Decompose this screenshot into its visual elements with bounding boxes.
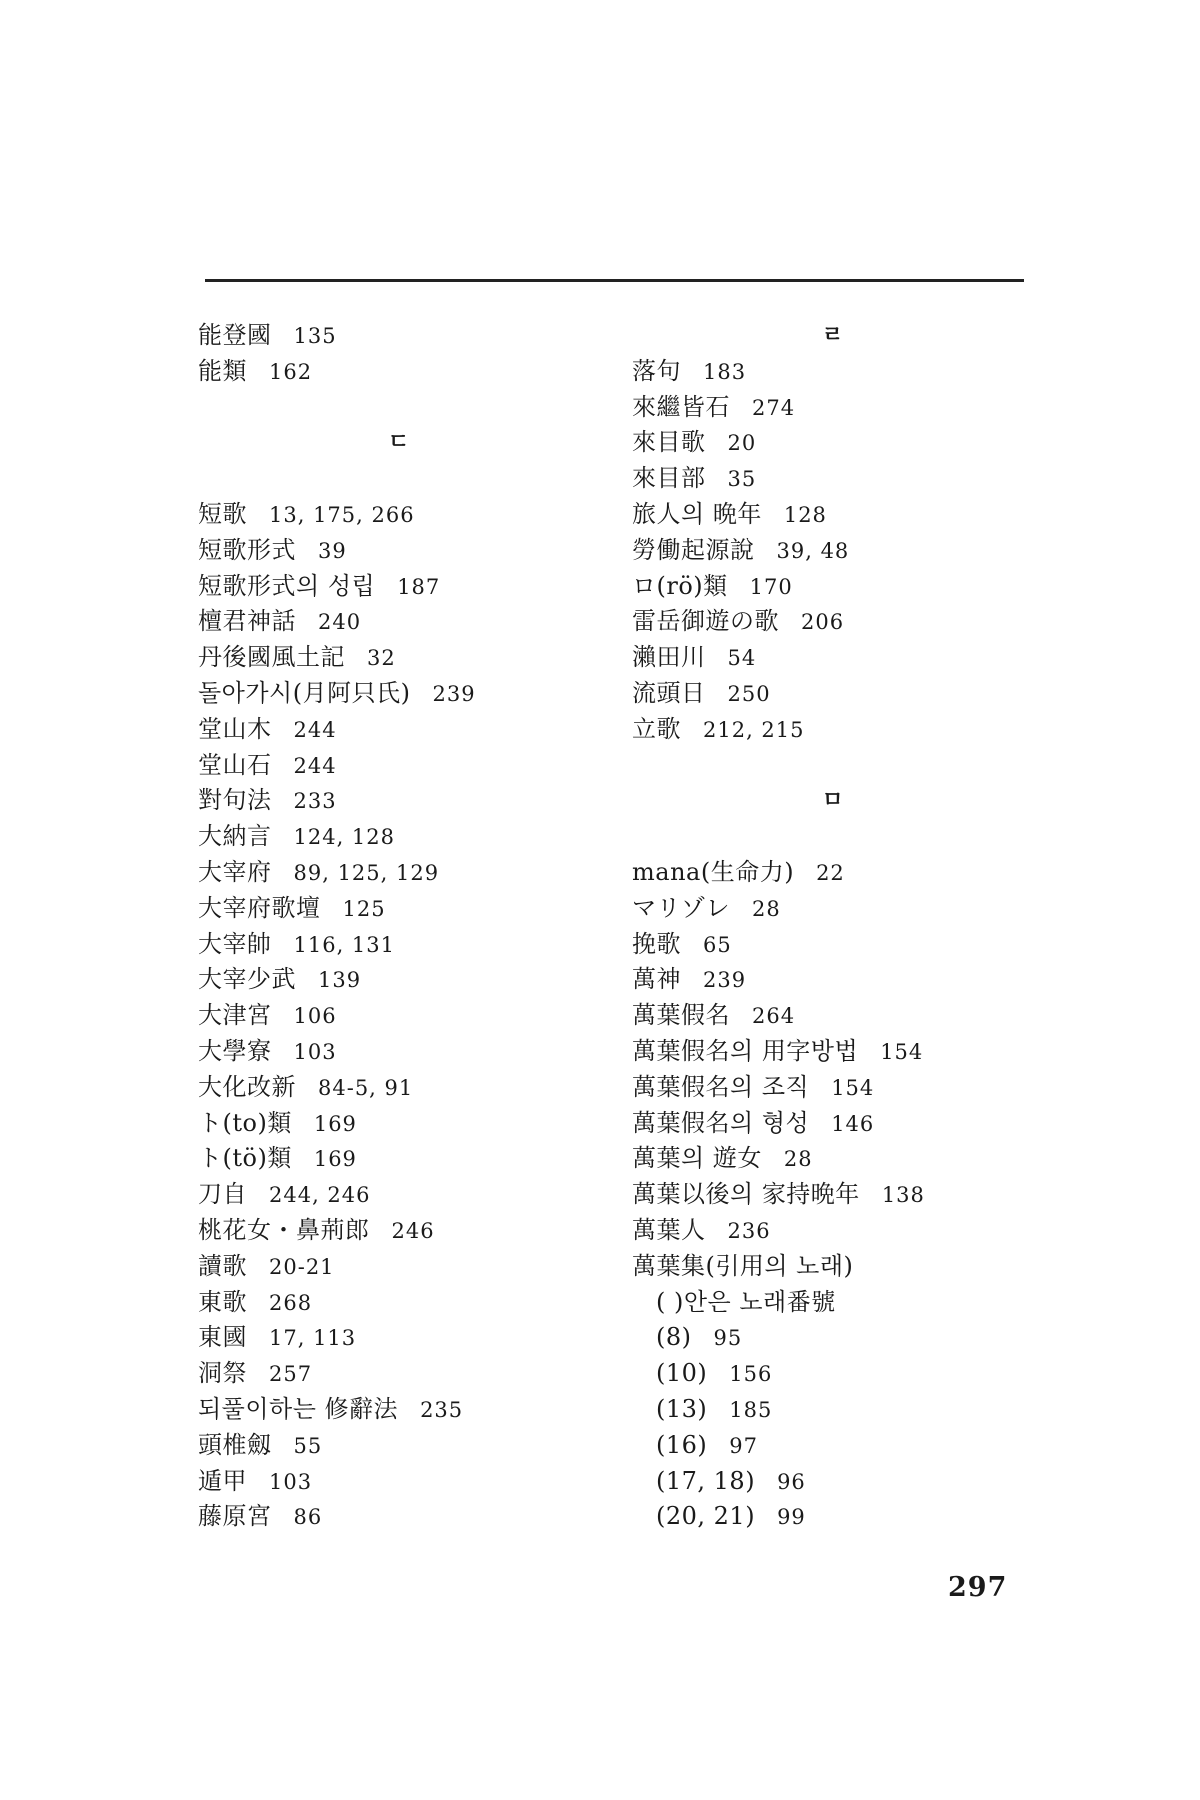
entry-pages: 125 xyxy=(342,896,386,921)
entry-term: ロ(rö)類 xyxy=(632,571,728,600)
index-entry xyxy=(632,461,1032,497)
entry-pages: 156 xyxy=(729,1362,773,1387)
entry-term: 對句法 xyxy=(198,786,272,815)
entry-term: 大津宮 xyxy=(198,1001,272,1030)
index-entry xyxy=(198,1392,598,1428)
entry-pages: 54 xyxy=(727,646,757,671)
entry-pages: 244 xyxy=(293,753,337,778)
index-entry xyxy=(198,1499,598,1535)
section-heading: ㄷ xyxy=(388,430,410,456)
index-column-right xyxy=(632,318,1032,1535)
entry-pages: 183 xyxy=(703,359,747,384)
index-entry xyxy=(632,390,1032,426)
section-heading: ㄹ xyxy=(822,323,844,348)
entry-term: mana(生命力) xyxy=(632,857,795,886)
index-entry xyxy=(632,354,1032,390)
entry-term: 萬葉假名의 用字방법 xyxy=(632,1036,859,1065)
entry-term: 短歌形式 xyxy=(198,535,296,564)
entry-pages: 106 xyxy=(293,1004,337,1029)
entry-pages: 103 xyxy=(293,1039,337,1064)
entry-term: (16) xyxy=(656,1430,708,1459)
index-entry xyxy=(198,318,598,354)
entry-pages: 264 xyxy=(752,1004,796,1029)
index-entry xyxy=(198,819,598,855)
index-entry xyxy=(198,783,598,819)
entry-pages: 246 xyxy=(391,1218,435,1243)
entry-pages: 20 xyxy=(727,431,757,456)
index-entry xyxy=(198,855,598,891)
entry-pages: 89, 125, 129 xyxy=(293,860,440,885)
section-heading: ㅁ xyxy=(822,788,844,814)
entry-term: 頭椎劔 xyxy=(198,1430,272,1459)
entry-pages: 84-5, 91 xyxy=(318,1075,414,1100)
entry-pages: 116, 131 xyxy=(293,932,396,957)
entry-pages: 138 xyxy=(881,1183,925,1208)
index-entry xyxy=(198,676,598,712)
spacer xyxy=(632,819,1032,855)
entry-term: 大化改新 xyxy=(198,1072,296,1101)
entry-term: 萬葉假名 xyxy=(632,1001,730,1030)
entry-term: 萬葉假名의 형성 xyxy=(632,1108,810,1137)
entry-pages: 139 xyxy=(318,968,362,993)
entry-pages: 103 xyxy=(269,1469,313,1494)
entry-term: (13) xyxy=(656,1394,708,1423)
entry-term: 短歌 xyxy=(198,499,247,528)
entry-term: 大宰少武 xyxy=(198,965,296,994)
entry-term: 檀君神話 xyxy=(198,607,296,636)
entry-term: 萬神 xyxy=(632,965,681,994)
entry-term: 短歌形式의 성립 xyxy=(198,571,376,600)
spacer xyxy=(632,748,1032,784)
entry-pages: 235 xyxy=(420,1397,464,1422)
entry-pages: 39 xyxy=(318,538,347,563)
index-entry xyxy=(632,569,1032,605)
index-entry xyxy=(198,1464,598,1500)
entry-term: (8) xyxy=(656,1323,692,1352)
entry-term: 遁甲 xyxy=(198,1466,247,1495)
entry-term: 來目歌 xyxy=(632,428,706,457)
entry-term: 雷岳御遊の歌 xyxy=(632,607,779,636)
entry-pages: 154 xyxy=(831,1075,875,1100)
entry-term: 大納言 xyxy=(198,822,272,851)
entry-term: 萬葉以後의 家持晩年 xyxy=(632,1180,860,1209)
entry-term: 立歌 xyxy=(632,714,681,743)
entry-term: 丹後國風土記 xyxy=(198,643,345,672)
entry-pages: 233 xyxy=(293,789,337,814)
entry-term: 洞祭 xyxy=(198,1359,247,1388)
index-entry xyxy=(198,748,598,784)
entry-term: 萬葉假名의 조직 xyxy=(632,1072,810,1101)
entry-pages: 28 xyxy=(783,1147,813,1172)
entry-pages: 236 xyxy=(727,1218,771,1243)
entry-term: 勞働起源說 xyxy=(632,535,755,564)
entry-pages: 128 xyxy=(783,502,827,527)
entry-pages: 86 xyxy=(293,1505,323,1530)
index-entry xyxy=(198,354,598,390)
entry-term: 讀歌 xyxy=(198,1251,247,1280)
entry-term: 萬葉人 xyxy=(632,1215,706,1244)
entry-pages: 212, 215 xyxy=(703,717,805,742)
index-entry xyxy=(632,1249,1032,1285)
entry-pages: 22 xyxy=(816,860,845,885)
entry-term: 刀自 xyxy=(198,1180,247,1209)
spacer xyxy=(198,461,598,497)
entry-pages: 250 xyxy=(727,681,771,706)
index-entry xyxy=(632,1213,1032,1249)
index-entry xyxy=(632,998,1032,1034)
entry-term: ト(tö)類 xyxy=(198,1144,292,1173)
entry-term: 來目部 xyxy=(632,464,706,493)
entry-term: (20, 21) xyxy=(656,1502,756,1531)
entry-term: 能類 xyxy=(198,356,247,385)
entry-pages: 162 xyxy=(269,359,313,384)
top-rule xyxy=(205,279,1024,282)
entry-term: 大宰帥 xyxy=(198,929,272,958)
entry-term: 大宰府歌壇 xyxy=(198,893,321,922)
entry-pages: 169 xyxy=(313,1111,357,1136)
spacer xyxy=(198,390,598,426)
entry-term: マリゾレ xyxy=(632,893,730,922)
entry-term: 桃花女・鼻荊郎 xyxy=(198,1215,370,1244)
entry-pages: 65 xyxy=(703,932,732,957)
index-entry xyxy=(632,855,1032,891)
entry-term: 挽歌 xyxy=(632,929,681,958)
entry-pages: 97 xyxy=(729,1433,758,1458)
entry-term: 돌아가시(月阿只氏) xyxy=(198,678,411,707)
index-entry xyxy=(198,1177,598,1213)
entry-term: 萬葉集(引用의 노래) xyxy=(632,1251,854,1280)
index-entry xyxy=(632,891,1032,927)
index-entry xyxy=(632,497,1032,533)
entry-term: 流頭日 xyxy=(632,678,706,707)
page-number: 297 xyxy=(948,1572,1008,1603)
index-entry xyxy=(198,1034,598,1070)
entry-pages: 124, 128 xyxy=(293,825,396,850)
entry-pages: 170 xyxy=(749,574,793,599)
entry-pages: 185 xyxy=(729,1397,773,1422)
entry-term: ( )안은 노래番號 xyxy=(656,1287,836,1316)
index-entry xyxy=(198,891,598,927)
entry-pages: 240 xyxy=(318,610,362,635)
index-subentry xyxy=(632,1392,1032,1428)
entry-term: 藤原宮 xyxy=(198,1502,272,1531)
index-subentry xyxy=(632,1499,1032,1535)
entry-pages: 244 xyxy=(293,717,337,742)
entry-pages: 169 xyxy=(313,1147,357,1172)
index-entry xyxy=(198,604,598,640)
entry-term: 大學寮 xyxy=(198,1036,272,1065)
entry-pages: 239 xyxy=(703,968,747,993)
index-entry xyxy=(198,1141,598,1177)
index-entry xyxy=(198,1070,598,1106)
entry-term: 能登國 xyxy=(198,321,272,349)
entry-term: 大宰府 xyxy=(198,857,272,886)
entry-pages: 13, 175, 266 xyxy=(269,502,415,527)
entry-pages: 32 xyxy=(367,646,396,671)
entry-pages: 28 xyxy=(752,896,781,921)
index-entry xyxy=(198,962,598,998)
index-column-left xyxy=(198,318,598,1535)
entry-pages: 239 xyxy=(432,681,476,706)
index-entry xyxy=(198,998,598,1034)
entry-pages: 187 xyxy=(397,574,441,599)
entry-term: (17, 18) xyxy=(656,1466,756,1495)
entry-pages: 154 xyxy=(880,1039,924,1064)
entry-pages: 206 xyxy=(801,610,845,635)
index-entry xyxy=(198,569,598,605)
entry-term: 旅人의 晩年 xyxy=(632,499,762,528)
index-entry xyxy=(632,927,1032,963)
entry-pages: 20-21 xyxy=(269,1254,335,1279)
entry-term: 萬葉의 遊女 xyxy=(632,1144,762,1173)
index-entry xyxy=(632,676,1032,712)
index-entry xyxy=(632,712,1032,748)
index-entry xyxy=(632,1141,1032,1177)
entry-pages: 35 xyxy=(727,467,757,492)
index-entry xyxy=(198,1428,598,1464)
index-entry xyxy=(198,640,598,676)
entry-term: (10) xyxy=(656,1359,708,1388)
entry-pages: 55 xyxy=(293,1433,323,1458)
index-entry xyxy=(198,1320,598,1356)
index-entry xyxy=(632,640,1032,676)
entry-pages: 99 xyxy=(777,1505,806,1530)
entry-pages: 257 xyxy=(269,1362,313,1387)
index-entry xyxy=(198,927,598,963)
index-subentry xyxy=(632,1464,1032,1500)
entry-pages: 17, 113 xyxy=(269,1326,357,1351)
index-entry xyxy=(198,1249,598,1285)
entry-pages: 244, 246 xyxy=(269,1183,371,1208)
entry-term: 堂山石 xyxy=(198,750,272,779)
index-entry xyxy=(632,533,1032,569)
index-entry xyxy=(632,1177,1032,1213)
entry-term: 瀨田川 xyxy=(632,643,706,672)
entry-pages: 39, 48 xyxy=(776,538,850,563)
index-entry xyxy=(198,1356,598,1392)
entry-pages: 95 xyxy=(713,1326,743,1351)
entry-term: ト(to)類 xyxy=(198,1108,292,1137)
index-entry xyxy=(632,425,1032,461)
index-entry xyxy=(632,1034,1032,1070)
index-entry xyxy=(198,1106,598,1142)
index-subentry xyxy=(632,1356,1032,1392)
index-entry xyxy=(632,1070,1032,1106)
index-subentry xyxy=(632,1428,1032,1464)
index-entry xyxy=(198,712,598,748)
entry-term: 東歌 xyxy=(198,1287,247,1316)
entry-pages: 274 xyxy=(752,395,796,420)
entry-term: 來繼皆石 xyxy=(632,392,730,421)
entry-term: 堂山木 xyxy=(198,714,272,743)
index-entry xyxy=(198,1285,598,1321)
index-subentry xyxy=(632,1285,1032,1321)
entry-pages: 146 xyxy=(831,1111,875,1136)
entry-term: 되풀이하는 修辭法 xyxy=(198,1394,399,1423)
index-entry xyxy=(198,1213,598,1249)
index-entry xyxy=(198,497,598,533)
entry-term: 落句 xyxy=(632,356,681,385)
index-entry xyxy=(632,962,1032,998)
entry-term: 東國 xyxy=(198,1323,247,1352)
index-subentry xyxy=(632,1320,1032,1356)
index-entry xyxy=(198,533,598,569)
index-entry xyxy=(632,604,1032,640)
entry-pages: 96 xyxy=(777,1469,806,1494)
index-entry xyxy=(632,1106,1032,1142)
entry-pages: 135 xyxy=(293,324,337,348)
entry-pages: 268 xyxy=(269,1290,313,1315)
